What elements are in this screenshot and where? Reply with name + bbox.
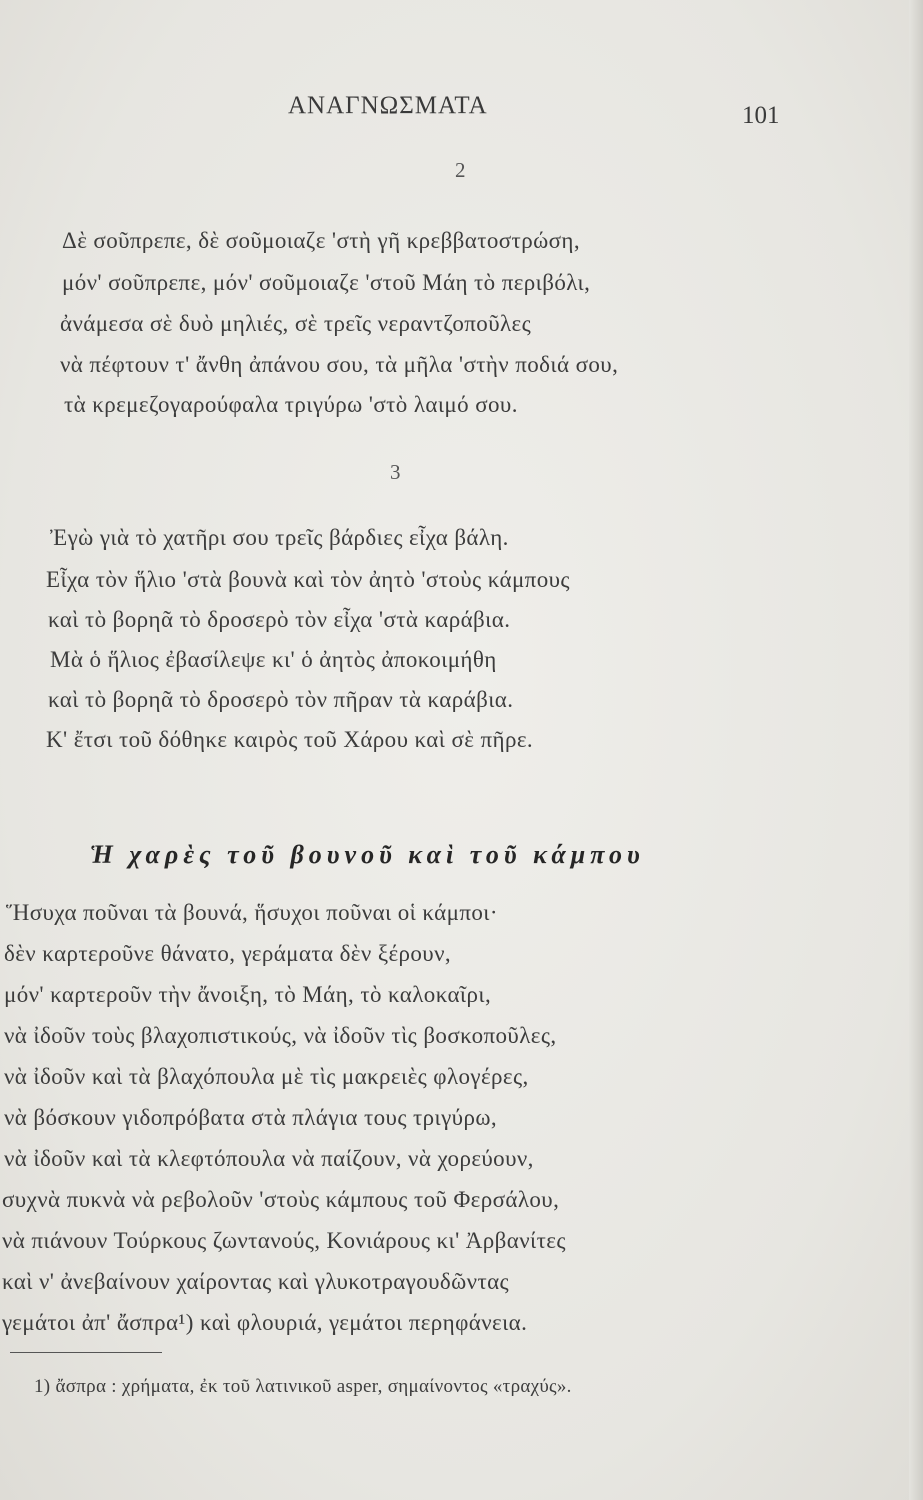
poem-line: Μὰ ὁ ἥλιος ἐβασίλεψε κι' ὁ ἀητὸς ἀποκοιμήθη [50,647,497,672]
poem-line: καὶ τὸ βορηᾶ τὸ δροσερὸ τὸν πῆραν τὰ καράβια. [48,687,514,712]
poem-line: Ἥσυχα ποῦναι τὰ βουνά, ἥσυχοι ποῦναι οἱ κάμποι· [6,900,498,925]
poem-line: νὰ ἰδοῦν τοὺς βλαχοπιστικούς, νὰ ἰδοῦν τὶς βοσκοποῦλες, [4,1023,557,1048]
poem-line: ἀνάμεσα σὲ δυὸ μηλιές, σὲ τρεῖς νεραντζοποῦλες [60,311,532,336]
footnote-rule [10,1352,162,1353]
poem-line: δὲν καρτεροῦνε θάνατο, γεράματα δὲν ξέρουν, [4,941,452,966]
stanza-number: 2 [455,158,466,182]
poem-line: νὰ πιάνουν Τούρκους ζωντανούς, Κονιάρους κι' Ἀρβανίτες [2,1228,566,1253]
page-number: 101 [742,102,780,129]
poem-line: μόν' σοῦπρεπε, μόν' σοῦμοιαζε 'στοῦ Μάη τὸ περιβόλι, [62,270,591,295]
page-edge-shadow [909,0,923,1500]
stanza-number: 3 [390,460,401,484]
poem-line: Δὲ σοῦπρεπε, δὲ σοῦμοιαζε 'στὴ γῆ κρεββατοστρώση, [62,228,580,253]
poem-line: Κ' ἔτσι τοῦ δόθηκε καιρὸς τοῦ Χάρου καὶ σὲ πῆρε. [46,727,534,752]
running-header [0,92,923,132]
poem-line: νὰ ἰδοῦν καὶ τὰ κλεφτόπουλα νὰ παίζουν, νὰ χορεύουν, [4,1146,534,1171]
poem-line: Εἶχα τὸν ἥλιο 'στὰ βουνὰ καὶ τὸν ἀητὸ 'στοὺς κάμπους [46,567,570,592]
poem-line: νὰ βόσκουν γιδοπρόβατα στὰ πλάγια τους τριγύρω, [4,1105,498,1130]
poem-line: καὶ τὸ βορηᾶ τὸ δροσερὸ τὸν εἶχα 'στὰ καράβια. [48,607,511,632]
poem-line: συχνὰ πυκνὰ νὰ ρεβολοῦν 'στοὺς κάμπους τοῦ Φερσάλου, [2,1187,560,1212]
poem-line: τὰ κρεμεζογαρούφαλα τριγύρω 'στὸ λαιμό σου. [64,392,518,417]
section-title: Ἡ χαρὲς τοῦ βουνοῦ καὶ τοῦ κάμπου [90,840,645,869]
poem-line: καὶ ν' ἀνεβαίνουν χαίροντας καὶ γλυκοτραγουδῶντας [2,1269,510,1294]
poem-line: Ἐγὼ γιὰ τὸ χατῆρι σου τρεῖς βάρδιες εἶχα βάλη. [50,525,509,550]
poem-line: γεμάτοι ἀπ' ἄσπρα¹) καὶ φλουριά, γεμάτοι περηφάνεια. [2,1310,528,1335]
running-title: ΑΝΑΓΝΩΣΜΑΤΑ [288,92,488,119]
poem-line: μόν' καρτεροῦν τὴν ἄνοιξη, τὸ Μάη, τὸ καλοκαῖρι, [4,982,492,1007]
footnote: 1) ἄσπρα : χρήματα, ἐκ τοῦ λατινικοῦ asper, σημαίνοντος «τραχύς». [34,1376,572,1397]
poem-line: νὰ ἰδοῦν καὶ τὰ βλαχόπουλα μὲ τὶς μακρειὲς φλογέρες, [4,1064,529,1089]
poem-line: νὰ πέφτουν τ' ἄνθη ἀπάνου σου, τὰ μῆλα 'στὴν ποδιά σου, [60,352,619,377]
